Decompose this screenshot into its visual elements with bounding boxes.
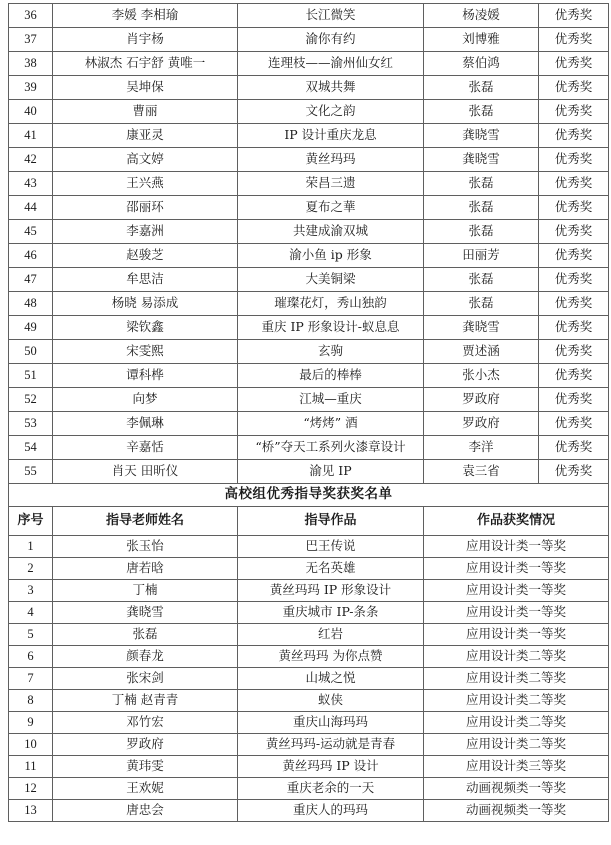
excellence-award-row xyxy=(9,268,609,292)
cell-award: 应用设计类二等奖 xyxy=(424,690,609,712)
cell-teacher: 罗政府 xyxy=(53,734,238,756)
guidance-award-row xyxy=(9,734,609,756)
cell-no: 38 xyxy=(9,52,53,76)
cell-instructor: 李洋 xyxy=(424,436,539,460)
excellence-award-row xyxy=(9,364,609,388)
cell-work: 连理枝——渝州仙女红 xyxy=(238,52,424,76)
cell-award: 优秀奖 xyxy=(539,268,609,292)
cell-no: 51 xyxy=(9,364,53,388)
cell-authors: 林淑杰 石宇舒 黄唯一 xyxy=(53,52,238,76)
excellence-award-row xyxy=(9,172,609,196)
cell-no: 8 xyxy=(9,690,53,712)
cell-instructor: 龚晓雪 xyxy=(424,124,539,148)
cell-no: 4 xyxy=(9,602,53,624)
excellence-award-row xyxy=(9,388,609,412)
cell-award: 动画视频类一等奖 xyxy=(424,778,609,800)
cell-award: 优秀奖 xyxy=(539,388,609,412)
cell-authors: 梁钦鑫 xyxy=(53,316,238,340)
cell-no: 47 xyxy=(9,268,53,292)
guidance-award-row xyxy=(9,712,609,734)
cell-no: 52 xyxy=(9,388,53,412)
cell-award: 优秀奖 xyxy=(539,436,609,460)
cell-work: 蚁侠 xyxy=(238,690,424,712)
cell-work: 无名英雄 xyxy=(238,558,424,580)
cell-instructor: 罗政府 xyxy=(424,412,539,436)
cell-work: 江城—重庆 xyxy=(238,388,424,412)
cell-award: 应用设计类二等奖 xyxy=(424,668,609,690)
cell-authors: 辛嘉恬 xyxy=(53,436,238,460)
cell-award: 优秀奖 xyxy=(539,244,609,268)
excellence-award-row xyxy=(9,28,609,52)
cell-no: 10 xyxy=(9,734,53,756)
cell-award: 应用设计类一等奖 xyxy=(424,558,609,580)
cell-work: 共建成渝双城 xyxy=(238,220,424,244)
awards-table xyxy=(8,3,609,822)
excellence-award-row xyxy=(9,196,609,220)
cell-award: 动画视频类一等奖 xyxy=(424,800,609,822)
cell-award: 优秀奖 xyxy=(539,100,609,124)
excellence-award-row xyxy=(9,436,609,460)
cell-instructor: 张磊 xyxy=(424,76,539,100)
cell-work: 黄丝玛玛 xyxy=(238,148,424,172)
cell-instructor: 贾述涵 xyxy=(424,340,539,364)
cell-work: 重庆城市 IP-条条 xyxy=(238,602,424,624)
cell-teacher: 张玉怡 xyxy=(53,536,238,558)
cell-no: 54 xyxy=(9,436,53,460)
cell-teacher: 颜春龙 xyxy=(53,646,238,668)
cell-authors: 吴坤保 xyxy=(53,76,238,100)
cell-authors: 李嘉洲 xyxy=(53,220,238,244)
cell-authors: 宋雯熙 xyxy=(53,340,238,364)
cell-work: 黄丝玛玛-运动就是青春 xyxy=(238,734,424,756)
guidance-award-row xyxy=(9,624,609,646)
cell-authors: 牟思洁 xyxy=(53,268,238,292)
cell-no: 39 xyxy=(9,76,53,100)
cell-instructor: 张磊 xyxy=(424,196,539,220)
guidance-award-row xyxy=(9,668,609,690)
cell-no: 43 xyxy=(9,172,53,196)
cell-work: 渝见 IP xyxy=(238,460,424,484)
cell-award: 优秀奖 xyxy=(539,292,609,316)
col-header-work: 指导作品 xyxy=(238,507,424,536)
cell-no: 12 xyxy=(9,778,53,800)
cell-no: 37 xyxy=(9,28,53,52)
guidance-award-row xyxy=(9,646,609,668)
excellence-award-row xyxy=(9,412,609,436)
cell-award: 优秀奖 xyxy=(539,460,609,484)
excellence-award-row xyxy=(9,244,609,268)
guidance-award-header-section xyxy=(9,484,609,536)
cell-work: 渝小鱼 ip 形象 xyxy=(238,244,424,268)
cell-work: 玄驹 xyxy=(238,340,424,364)
cell-award: 应用设计类三等奖 xyxy=(424,756,609,778)
cell-award: 应用设计类一等奖 xyxy=(424,624,609,646)
col-header-teacher: 指导老师姓名 xyxy=(53,507,238,536)
cell-award: 优秀奖 xyxy=(539,76,609,100)
cell-award: 应用设计类一等奖 xyxy=(424,536,609,558)
cell-no: 1 xyxy=(9,536,53,558)
cell-work: 黄丝玛玛 IP 形象设计 xyxy=(238,580,424,602)
cell-teacher: 唐忠会 xyxy=(53,800,238,822)
cell-work: “桥”夺天工系列火漆章设计 xyxy=(238,436,424,460)
cell-no: 45 xyxy=(9,220,53,244)
cell-authors: 谭科桦 xyxy=(53,364,238,388)
col-header-award: 作品获奖情况 xyxy=(424,507,609,536)
cell-teacher: 龚晓雪 xyxy=(53,602,238,624)
cell-no: 44 xyxy=(9,196,53,220)
cell-award: 优秀奖 xyxy=(539,4,609,28)
cell-work: 重庆 IP 形象设计-蚁息息 xyxy=(238,316,424,340)
cell-award: 优秀奖 xyxy=(539,364,609,388)
cell-authors: 邵丽环 xyxy=(53,196,238,220)
guidance-award-row xyxy=(9,756,609,778)
cell-authors: 曹丽 xyxy=(53,100,238,124)
cell-work: 荣昌三遗 xyxy=(238,172,424,196)
cell-work: 文化之韵 xyxy=(238,100,424,124)
cell-award: 优秀奖 xyxy=(539,316,609,340)
cell-teacher: 丁楠 赵青青 xyxy=(53,690,238,712)
excellence-award-row xyxy=(9,460,609,484)
cell-authors: 赵骏芝 xyxy=(53,244,238,268)
cell-work: 重庆山海玛玛 xyxy=(238,712,424,734)
cell-authors: 肖宇杨 xyxy=(53,28,238,52)
cell-authors: 王兴燕 xyxy=(53,172,238,196)
cell-award: 优秀奖 xyxy=(539,148,609,172)
cell-work: 长江微笑 xyxy=(238,4,424,28)
cell-no: 42 xyxy=(9,148,53,172)
excellence-award-row xyxy=(9,52,609,76)
excellence-award-row xyxy=(9,292,609,316)
cell-work: 黄丝玛玛 IP 设计 xyxy=(238,756,424,778)
cell-instructor: 蔡伯鸿 xyxy=(424,52,539,76)
cell-instructor: 张磊 xyxy=(424,220,539,244)
cell-teacher: 唐若晗 xyxy=(53,558,238,580)
cell-no: 7 xyxy=(9,668,53,690)
cell-no: 11 xyxy=(9,756,53,778)
cell-award: 优秀奖 xyxy=(539,196,609,220)
cell-no: 9 xyxy=(9,712,53,734)
cell-award: 优秀奖 xyxy=(539,412,609,436)
cell-no: 13 xyxy=(9,800,53,822)
cell-teacher: 邓竹宏 xyxy=(53,712,238,734)
guidance-award-row xyxy=(9,602,609,624)
cell-work: 山城之悦 xyxy=(238,668,424,690)
section-title: 高校组优秀指导奖获奖名单 xyxy=(9,484,609,507)
col-header-no: 序号 xyxy=(9,507,53,536)
cell-no: 41 xyxy=(9,124,53,148)
cell-work: 红岩 xyxy=(238,624,424,646)
cell-award: 应用设计类一等奖 xyxy=(424,602,609,624)
cell-teacher: 王欢妮 xyxy=(53,778,238,800)
cell-award: 优秀奖 xyxy=(539,124,609,148)
cell-work: 最后的棒棒 xyxy=(238,364,424,388)
cell-work: 大美铜梁 xyxy=(238,268,424,292)
cell-no: 36 xyxy=(9,4,53,28)
cell-teacher: 丁楠 xyxy=(53,580,238,602)
cell-no: 50 xyxy=(9,340,53,364)
cell-no: 53 xyxy=(9,412,53,436)
cell-work: “烤烤” 酒 xyxy=(238,412,424,436)
cell-instructor: 袁三省 xyxy=(424,460,539,484)
excellence-award-row xyxy=(9,100,609,124)
cell-authors: 李佩琳 xyxy=(53,412,238,436)
guidance-award-row xyxy=(9,558,609,580)
excellence-award-row xyxy=(9,124,609,148)
cell-authors: 杨晓 易添成 xyxy=(53,292,238,316)
guidance-award-row xyxy=(9,800,609,822)
cell-award: 优秀奖 xyxy=(539,28,609,52)
cell-award: 优秀奖 xyxy=(539,340,609,364)
cell-instructor: 张磊 xyxy=(424,268,539,292)
cell-award: 应用设计类一等奖 xyxy=(424,580,609,602)
cell-instructor: 杨凌媛 xyxy=(424,4,539,28)
cell-award: 优秀奖 xyxy=(539,172,609,196)
section-title-row xyxy=(9,484,609,507)
cell-no: 5 xyxy=(9,624,53,646)
cell-no: 49 xyxy=(9,316,53,340)
cell-instructor: 田丽芳 xyxy=(424,244,539,268)
guidance-award-row xyxy=(9,690,609,712)
guidance-award-row xyxy=(9,536,609,558)
cell-work: 双城共舞 xyxy=(238,76,424,100)
cell-work: 璀璨花灯，秀山独韵 xyxy=(238,292,424,316)
cell-no: 55 xyxy=(9,460,53,484)
cell-instructor: 龚晓雪 xyxy=(424,316,539,340)
cell-award: 应用设计类二等奖 xyxy=(424,646,609,668)
cell-no: 40 xyxy=(9,100,53,124)
cell-teacher: 黄玮雯 xyxy=(53,756,238,778)
cell-instructor: 刘博雅 xyxy=(424,28,539,52)
guidance-award-row xyxy=(9,580,609,602)
cell-no: 46 xyxy=(9,244,53,268)
excellence-award-row xyxy=(9,4,609,28)
cell-work: 巴王传说 xyxy=(238,536,424,558)
cell-instructor: 龚晓雪 xyxy=(424,148,539,172)
cell-work: 夏布之華 xyxy=(238,196,424,220)
cell-authors: 肖天 田昕仪 xyxy=(53,460,238,484)
cell-work: 重庆人的玛玛 xyxy=(238,800,424,822)
cell-work: 黄丝玛玛 为你点赞 xyxy=(238,646,424,668)
cell-authors: 高文婷 xyxy=(53,148,238,172)
cell-award: 应用设计类二等奖 xyxy=(424,712,609,734)
excellence-award-row xyxy=(9,148,609,172)
guidance-award-row xyxy=(9,778,609,800)
cell-work: 重庆老余的一天 xyxy=(238,778,424,800)
cell-award: 优秀奖 xyxy=(539,220,609,244)
cell-work: 渝你有约 xyxy=(238,28,424,52)
cell-instructor: 罗政府 xyxy=(424,388,539,412)
cell-instructor: 张磊 xyxy=(424,100,539,124)
cell-award: 优秀奖 xyxy=(539,52,609,76)
cell-instructor: 张磊 xyxy=(424,292,539,316)
cell-authors: 李媛 李相瑜 xyxy=(53,4,238,28)
cell-award: 应用设计类二等奖 xyxy=(424,734,609,756)
cell-work: IP 设计重庆龙息 xyxy=(238,124,424,148)
excellence-award-row xyxy=(9,316,609,340)
cell-teacher: 张磊 xyxy=(53,624,238,646)
cell-teacher: 张宋剑 xyxy=(53,668,238,690)
cell-instructor: 张小杰 xyxy=(424,364,539,388)
excellence-award-rows xyxy=(9,4,609,484)
cell-authors: 康亚灵 xyxy=(53,124,238,148)
excellence-award-row xyxy=(9,340,609,364)
cell-authors: 向梦 xyxy=(53,388,238,412)
cell-no: 48 xyxy=(9,292,53,316)
cell-instructor: 张磊 xyxy=(424,172,539,196)
guidance-award-rows xyxy=(9,536,609,822)
excellence-award-row xyxy=(9,220,609,244)
cell-no: 3 xyxy=(9,580,53,602)
cell-no: 2 xyxy=(9,558,53,580)
cell-no: 6 xyxy=(9,646,53,668)
column-header-row xyxy=(9,507,609,536)
excellence-award-row xyxy=(9,76,609,100)
